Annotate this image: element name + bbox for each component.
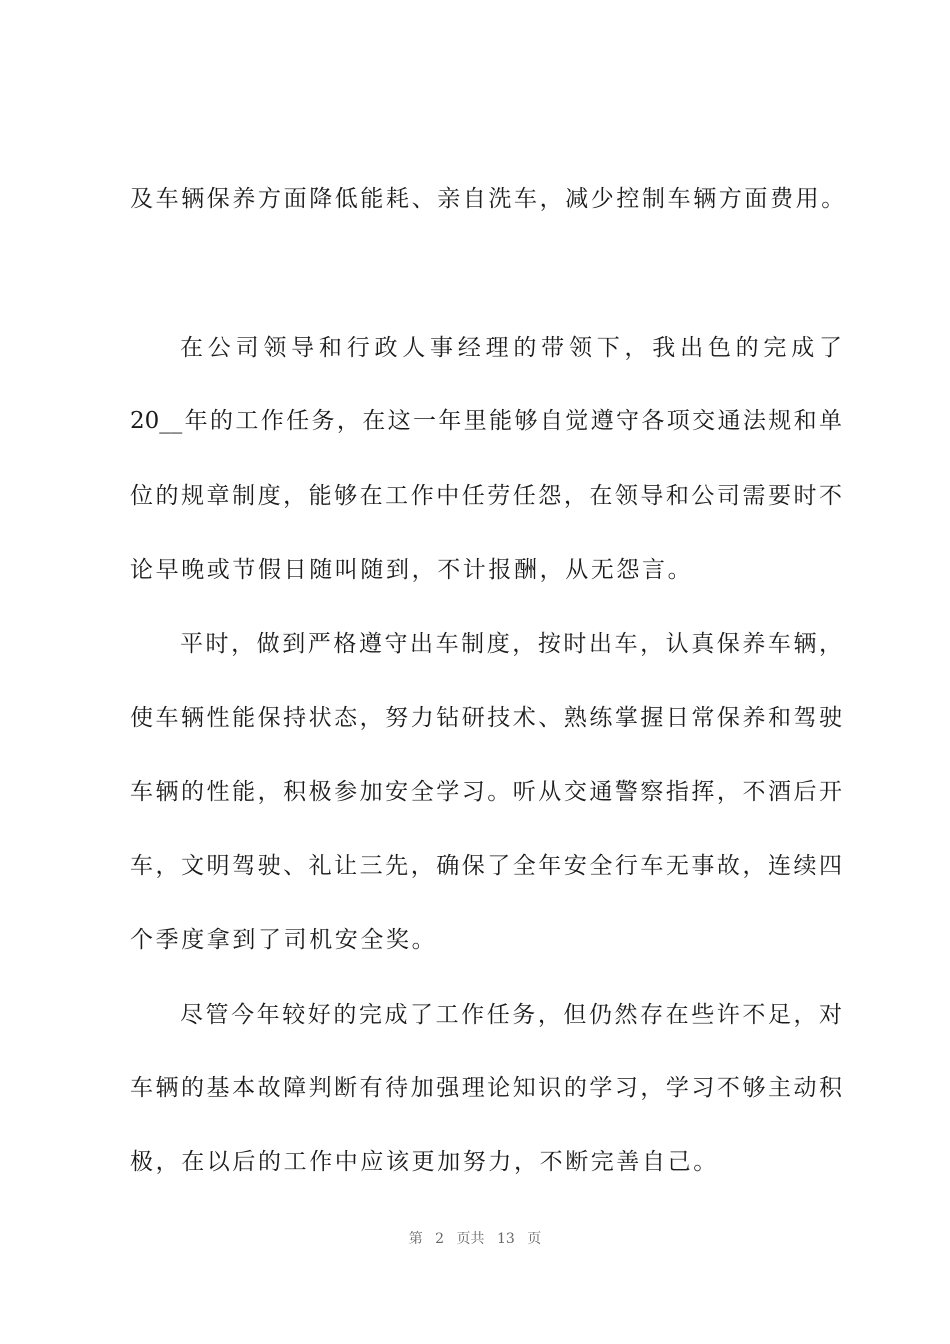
text-line: 个季度拿到了司机安全奖。 (130, 927, 438, 953)
text-line: 论早晚或节假日随叫随到，不计报酬，从无怨言。 (130, 557, 694, 583)
text-line: 20__年的工作任务，在这一年里能够自觉遵守各项交通法规和单 (130, 408, 842, 434)
footer-page-number: 2 (435, 1231, 445, 1247)
footer-total-pages: 13 (497, 1231, 515, 1247)
text-line: 位的规章制度，能够在工作中任劳任怨，在领导和公司需要时不 (130, 483, 842, 509)
text-line: 使车辆性能保持状态，努力钻研技术、熟练掌握日常保养和驾驶 (130, 705, 842, 731)
paragraph-start-line: 尽管今年较好的完成了工作任务，但仍然存在些许不足，对 (180, 1002, 842, 1028)
text-line: 车，文明驾驶、礼让三先，确保了全年安全行车无事故，连续四 (130, 853, 842, 879)
text-line: 及车辆保养方面降低能耗、亲自洗车，减少控制车辆方面费用。 (130, 186, 847, 212)
paragraph-start-line: 在公司领导和行政人事经理的带领下，我出色的完成了 (180, 335, 842, 361)
text-line: 极，在以后的工作中应该更加努力，不断完善自己。 (130, 1149, 719, 1175)
footer-middle: 页共 (456, 1231, 485, 1247)
paragraph-start-line: 平时，做到严格遵守出车制度，按时出车，认真保养车辆， (180, 631, 842, 657)
text-line: 车辆的性能，积极参加安全学习。听从交通警察指挥，不酒后开 (130, 779, 842, 805)
page-footer (0, 1228, 950, 1248)
footer-suffix: 页 (527, 1231, 542, 1247)
text-line: 车辆的基本故障判断有待加强理论知识的学习，学习不够主动积 (130, 1075, 842, 1101)
footer-prefix: 第 (408, 1231, 423, 1247)
